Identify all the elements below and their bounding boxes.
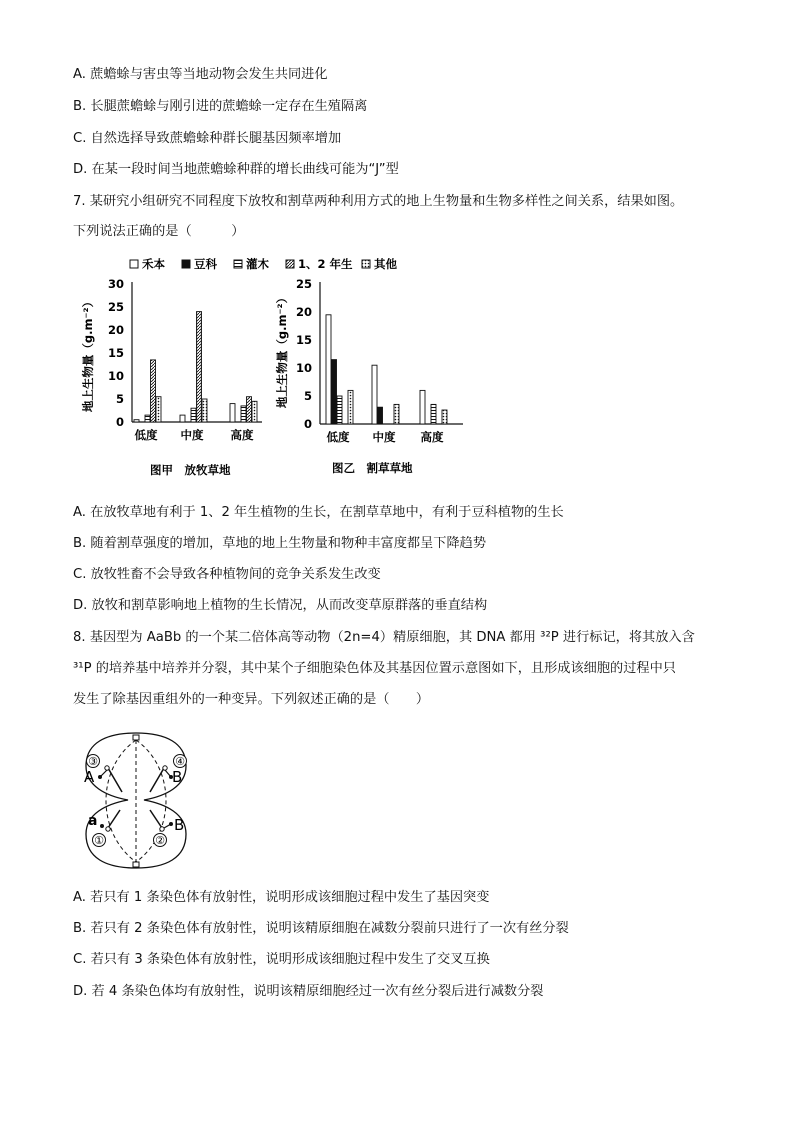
chart2-bar-other xyxy=(394,404,399,424)
chart2-bar-grass xyxy=(372,365,377,424)
chart2-title: 图乙 割草草地 xyxy=(332,461,413,475)
chart1-title: 图甲 放牧草地 xyxy=(150,463,231,477)
legend-swatch-shrub xyxy=(234,260,242,268)
gene-label-a: a xyxy=(88,813,98,829)
chart1-ytick-label: 15 xyxy=(107,346,124,360)
chart1-xtick-label: 高度 xyxy=(230,428,254,442)
chart2-ytick-label: 5 xyxy=(303,389,312,403)
chart1-ytick-label: 30 xyxy=(107,277,124,291)
chart1-bar-shrub xyxy=(145,415,150,422)
gene-label-B-top: B xyxy=(172,768,183,786)
chart2-bar-legume xyxy=(332,360,337,424)
chart2-bar-shrub xyxy=(337,396,342,424)
locus-A-link xyxy=(100,770,107,777)
chart2-bar-grass xyxy=(420,390,425,424)
q7-option-b: B. 随着割草强度的增加，草地的地上生物量和物种丰富度都呈下降趋势 xyxy=(73,536,487,551)
chart1-bar-annual xyxy=(247,397,252,422)
biomass-charts xyxy=(70,250,490,485)
chart2-bar-other xyxy=(348,390,353,424)
chart1-bar-annual xyxy=(151,360,156,422)
q6-option-d: D. 在某一段时间当地蔗蟾蜍种群的增长曲线可能为“J”型 xyxy=(73,162,399,177)
q7-stem-line1: 7. 某研究小组研究不同程度下放牧和割草两种利用方式的地上生物量和生物多样性之间关系，结果如图。 xyxy=(73,194,684,209)
centromere-3 xyxy=(105,766,109,770)
chart1-ytick-label: 0 xyxy=(115,415,124,429)
centromere-2 xyxy=(160,827,164,831)
locus-a xyxy=(100,824,104,828)
legend-swatch-other xyxy=(362,260,370,268)
locus-B-top-link xyxy=(165,770,171,777)
chart2-bar-other xyxy=(442,410,447,424)
circle-label-1: ① xyxy=(94,834,104,847)
chromosome-2 xyxy=(150,810,162,828)
centrosome-bottom xyxy=(133,862,139,867)
chart1-bar-grass xyxy=(134,420,139,422)
gene-label-A: A xyxy=(84,768,95,786)
chart2-bar-legume xyxy=(378,407,383,424)
q6-option-a: A. 蔗蟾蜍与害虫等当地动物会发生共同进化 xyxy=(73,67,328,82)
centromere-1 xyxy=(106,827,110,831)
chart1-xtick-label: 中度 xyxy=(180,428,204,442)
q8-stem-line3: 发生了除基因重组外的一种变异。下列叙述正确的是（ ） xyxy=(73,692,430,707)
q7-stem-line2: 下列说法正确的是（ ） xyxy=(73,224,245,239)
chart1-bar-grass xyxy=(180,415,185,422)
q8-stem-line1 xyxy=(73,629,695,647)
chart-legend xyxy=(130,257,397,271)
legend-label-shrub: 灌木 xyxy=(246,257,269,271)
legend-swatch-grass xyxy=(130,260,138,268)
chart1-ytick-label: 25 xyxy=(107,300,124,314)
chart2-ytick-label: 10 xyxy=(295,361,312,375)
q7-figure xyxy=(70,250,490,489)
chart1-bar-annual xyxy=(197,312,202,422)
q8-option-d: D. 若 4 条染色体均有放射性，说明该精原细胞经过一次有丝分裂后进行减数分裂 xyxy=(73,984,544,999)
q7-option-d: D. 放牧和割草影响地上植物的生长情况，从而改变草原群落的垂直结构 xyxy=(73,598,488,613)
circle-label-4: ④ xyxy=(175,755,185,768)
circle-label-2: ② xyxy=(155,834,165,847)
centrosome-top xyxy=(133,735,139,740)
q8-option-c: C. 若只有 3 条染色体有放射性，说明形成该细胞过程中发生了交叉互换 xyxy=(73,952,490,967)
chart2-ylabel: 地上生物量（g.m⁻²） xyxy=(275,291,289,409)
legend-label-annual: 1、2 年生 xyxy=(298,257,353,271)
locus-B-bottom-link xyxy=(164,824,171,828)
chart2-bar-grass xyxy=(326,315,331,424)
legend-swatch-annual xyxy=(286,260,294,268)
q8-stem-line1-text: 8. 基因型为 AaBb 的一个某二倍体高等动物（2n=4）精原细胞，其 DNA 都用 ³²P 进行标记，将其放入含 xyxy=(73,630,695,645)
chart2-xtick-label: 中度 xyxy=(372,430,396,444)
chart1-bar-other xyxy=(252,401,257,422)
legend-label-legume: 豆科 xyxy=(194,257,217,271)
chart2-plot xyxy=(296,277,463,444)
chart2-ytick-label: 15 xyxy=(295,333,312,347)
gene-label-B-bottom: B xyxy=(174,816,185,834)
q8-stem-line2: ³¹P 的培养基中培养并分裂，其中某个子细胞染色体及其基因位置示意图如下，且形成该细胞的过程中只 xyxy=(73,661,676,676)
chart1-xtick-label: 低度 xyxy=(134,428,158,442)
q8-option-b: B. 若只有 2 条染色体有放射性，说明该精原细胞在减数分裂前只进行了一次有丝分裂 xyxy=(73,921,569,936)
chart1-bar-shrub xyxy=(191,408,196,422)
q8-option-a: A. 若只有 1 条染色体有放射性，说明形成该细胞过程中发生了基因突变 xyxy=(73,890,490,905)
legend-swatch-legume xyxy=(182,260,190,268)
legend-label-other: 其他 xyxy=(374,257,397,271)
q6-option-c: C. 自然选择导致蔗蟾蜍种群长腿基因频率增加 xyxy=(73,131,342,146)
centromere-4 xyxy=(163,766,167,770)
chart2-bar-shrub xyxy=(431,404,436,424)
chart1-plot xyxy=(108,277,262,442)
q7-option-c: C. 放牧牲畜不会导致各种植物间的竞争关系发生改变 xyxy=(73,567,381,582)
q7-option-a: A. 在放牧草地有利于 1、2 年生植物的生长，在割草草地中，有利于豆科植物的生长 xyxy=(73,505,564,520)
chart1-bar-shrub xyxy=(241,406,246,422)
chart2-ytick-label: 0 xyxy=(303,417,312,431)
chart2-ytick-label: 25 xyxy=(295,277,312,291)
chart1-ytick-label: 20 xyxy=(107,323,124,337)
chromosome-1 xyxy=(108,810,120,828)
chart1-ytick-label: 10 xyxy=(107,369,124,383)
q6-option-b: B. 长腿蔗蟾蜍与刚引进的蔗蟾蜍一定存在生殖隔离 xyxy=(73,99,368,114)
legend-label-grass: 禾本 xyxy=(142,257,165,271)
chromosome-4 xyxy=(150,768,164,792)
q8-cell-diagram xyxy=(76,728,196,877)
chart2-ytick-label: 20 xyxy=(295,305,312,319)
chart2-xtick-label: 高度 xyxy=(420,430,444,444)
chart1-bar-other xyxy=(202,399,207,422)
cell-diagram-svg xyxy=(76,728,196,873)
chromosome-3 xyxy=(108,768,122,792)
circle-label-3: ③ xyxy=(88,755,98,768)
chart1-bar-other xyxy=(156,397,161,422)
chart1-bar-grass xyxy=(230,404,235,422)
chart1-ytick-label: 5 xyxy=(115,392,124,406)
chart1-ylabel: 地上生物量（g.m⁻²） xyxy=(81,295,95,413)
chart2-xtick-label: 低度 xyxy=(326,430,350,444)
